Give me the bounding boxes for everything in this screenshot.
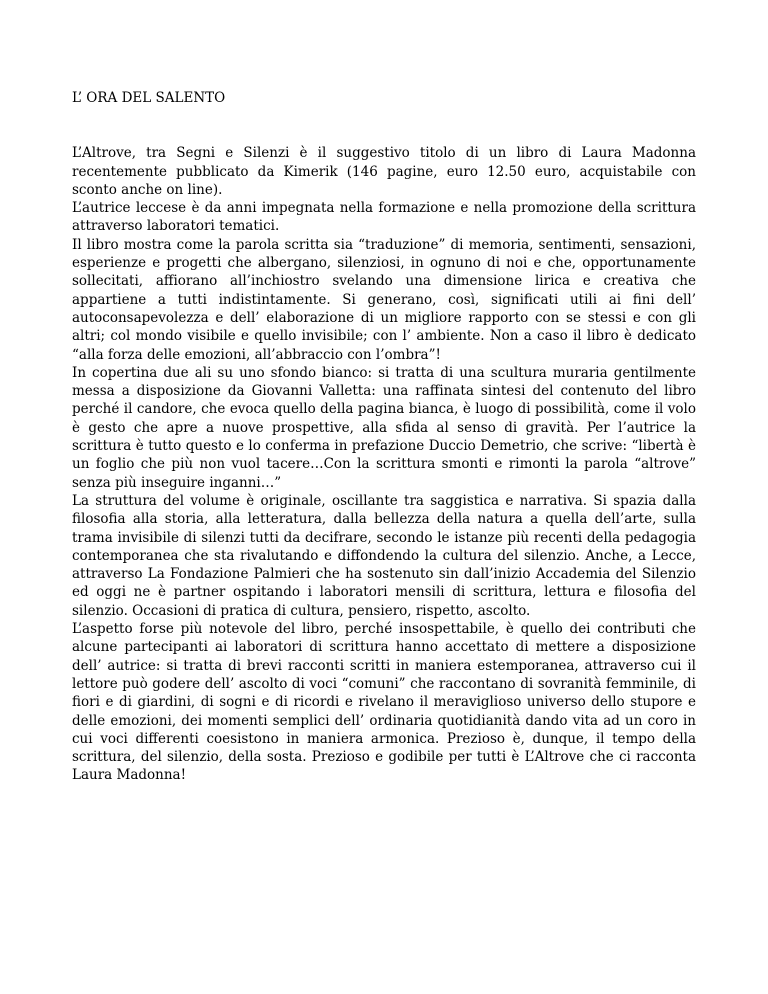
document-title: L’ ORA DEL SALENTO: [72, 90, 226, 106]
paragraph-cover: In copertina due ali su uno sfondo bianco: si tratta di una scultura muraria gentilmente messa a disposizione da Giovanni Valletta: una raffinata sintesi del contenuto del libro perché il candore, che evoca quello della pagina bianca, è luogo di possibilità, come il volo è gesto che apre a nuove prospettive, alla sfida al senso di gravità. Per l’autrice la scrittura è tutto questo e lo conferma in prefazione Duccio Demetrio, che scrive: “libertà è un foglio che più non vuol tacere…Con la scrittura smonti e rimonti la parola “altrove” senza più inseguire inganni…”: [72, 364, 696, 491]
paragraph-author: L’autrice leccese è da anni impegnata nella formazione e nella promozione della scrittura attraverso laboratori tematici.: [72, 200, 696, 235]
paragraph-contributions: L’aspetto forse più notevole del libro, perché insospettabile, è quello dei contributi che alcune partecipanti ai laboratori di scrittura hanno accettato di mettere a disposizione dell’ autrice: si tratta di brevi racconti scritti in maniera estemporanea, attraverso cui il lettore può godere dell’ ascolto di voci “comuni” che raccontano di sovranità femminile, di fiori e di giardini, di sogni e di ricordi e rivelano il meraviglioso universo dello stupore e delle emozioni, dei momenti semplici dell’ ordinaria quotidianità dando vita ad un coro in cui voci differenti coesistono in maniera armonica. Prezioso è, dunque, il tempo della scrittura, del silenzio, della sosta. Prezioso e godibile per tutti è L’Altrove che ci racconta Laura Madonna!: [72, 621, 696, 784]
paragraph-structure: La struttura del volume è originale, oscillante tra saggistica e narrativa. Si spazia dalla filosofia alla storia, alla letteratura, dalla bellezza della natura a quella dell’arte, sulla trama invisibile di silenzi tutti da decifrare, secondo le istanze più recenti della pedagogia contemporanea che sta rivalutando e diffondendo la cultura del silenzio. Anche, a Lecce, attraverso La Fondazione Palmieri che ha sostenuto sin dall’inizio Accademia del Silenzio ed oggi ne è partner ospitando i laboratori mensili di scrittura, lettura e filosofia del silenzio. Occasioni di pratica di cultura, pensiero, rispetto, ascolto.: [72, 492, 696, 619]
document-page: [72, 89, 696, 785]
paragraph-intro: L’Altrove, tra Segni e Silenzi è il suggestivo titolo di un libro di Laura Madonna recentemente pubblicato da Kimerik (146 pagine, euro 12.50 euro, acquistabile con sconto anche on line).: [72, 145, 696, 198]
paragraph-written-word: Il libro mostra come la parola scritta sia “traduzione” di memoria, sentimenti, sensazioni, esperienze e progetti che albergano, silenziosi, in ognuno di noi e che, opportunamente sollecitati, affiorano all’inchiostro svelando una dimensione lirica e creativa che appartiene a tutti indistintamente. Si generano, così, significati utili ai fini dell’ autoconsapevolezza e dell’ elaborazione di un migliore rapporto con se stessi e con gli altri; col mondo visibile e quello invisibile; con l’ ambiente. Non a caso il libro è dedicato “alla forza delle emozioni, all’abbraccio con l’ombra”!: [72, 236, 696, 363]
